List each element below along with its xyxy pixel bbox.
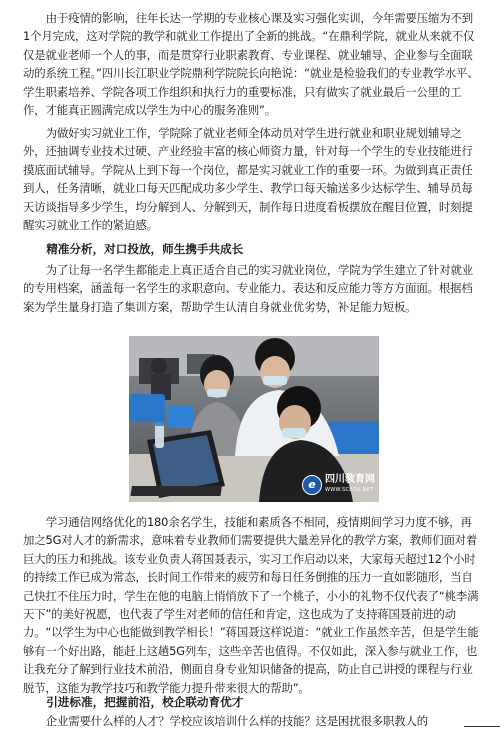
paragraph-student-archives: 为了让每一名学生都能走上真正适合自己的实习就业岗位，学院为学生建立了针对就业的专用档案，涵盖每一名学生的求职意向、专业能力、表达和反应能力等方方面面。根据档案为学生量身打造了集训方案，帮助学生认清自身就业优劣势，补足能力短板。	[23, 263, 473, 314]
paragraph-talent-question: 企业需要什么样的人才？学校应该培训什么样的技能？这是困扰很多职教人的	[45, 714, 428, 728]
paragraph-employment-work: 为做好实习就业工作，学院除了就业老师全体动员对学生进行就业和职业规划辅导之外，还抽调专业技术过硬、产业经验丰富的核心师资力量，针对每一个学生的专业技能进行摸底面试辅导。学院从上到下每一个岗位，都是实习就业工作的重要一环。为做到真正责任到人，任务清晰，就业口每天匹配成功多少学生、教学口每天输送多少达标学生、辅导员每天访谈指导多少学生，均分解到人、分解到天，制作每日进度看板摆放在醒目位置，时刻提醒实习就业工作的紧迫感。	[23, 126, 473, 233]
e-logo-icon: e	[302, 475, 322, 495]
paragraph-teacher-story: 学习通信网络优化的180余名学生，技能和素质各不相同，疫情期间学习力度不够，再加之5G对人才的新需求，意味着专业教师们需要提供大量差异化的教学方案，教师们面对着巨大的压力和挑战。该专业负责人蒋国聂表示，实习工作启动以来，大家每天超过12个小时的持续工作已成为常态，长时间工作带来的疲劳和每日任务倒推的压力一直如影随形，当自己快扛不住压力时，学生在他的电脑上悄悄放下了一个桃子，小小的礼物不仅代表了“桃李满天下”的美好祝愿，也代表了学生对老师的信任和肯定，这也成为了支持蒋国聂前进的动力。“以学生为中心也能做到教学相长！”蒋国聂这样说道：“就业工作虽然辛苦，但是学生能够有一个好出路，能赶上这趟5G列车，这些辛苦也值得。不仅如此，深入参与就业工作，也让我充分了解到行业技术前沿，侧面自身专业知识储备的提高，防止自己讲授的课程与行业脱节，这能为教学技巧和教学能力提升带来很大的帮助”。	[23, 515, 479, 695]
page-edge-rule	[464, 726, 500, 727]
watermark-site-name: 四川教育网	[325, 474, 375, 485]
watermark-text	[325, 474, 375, 496]
paragraph-intro: 由于疫情的影响，往年长达一学期的专业核心课及实习强化实训，今年需要压缩为不到1个月完成，这对学院的教学和就业工作提出了全新的挑战。“在鼎利学院，就业从来就不仅仅是就业老师一个人的事，而是贯穿行业职素教育、专业课程、就业辅导、企业参与全面联动的系统工程。”四川长江职业学院鼎利学院院长向艳说：“就业是检验我们的专业教学水平、学生职素培养、学院各项工作组织和执行力的重要标准，只有做实了就业最后一公里的工作，才能真正圆满完成以学生为中心的服务准则”。	[23, 11, 479, 118]
watermark-logo	[302, 474, 375, 496]
news-photo	[129, 336, 379, 502]
section-heading-introduce-standards: 引进标准，把握前沿，校企联动育优才	[46, 695, 244, 709]
watermark-url: WWW.SCEDU.NET	[325, 487, 374, 493]
section-heading-precise-analysis: 精准分析，对口投放，师生携手共成长	[46, 242, 244, 256]
